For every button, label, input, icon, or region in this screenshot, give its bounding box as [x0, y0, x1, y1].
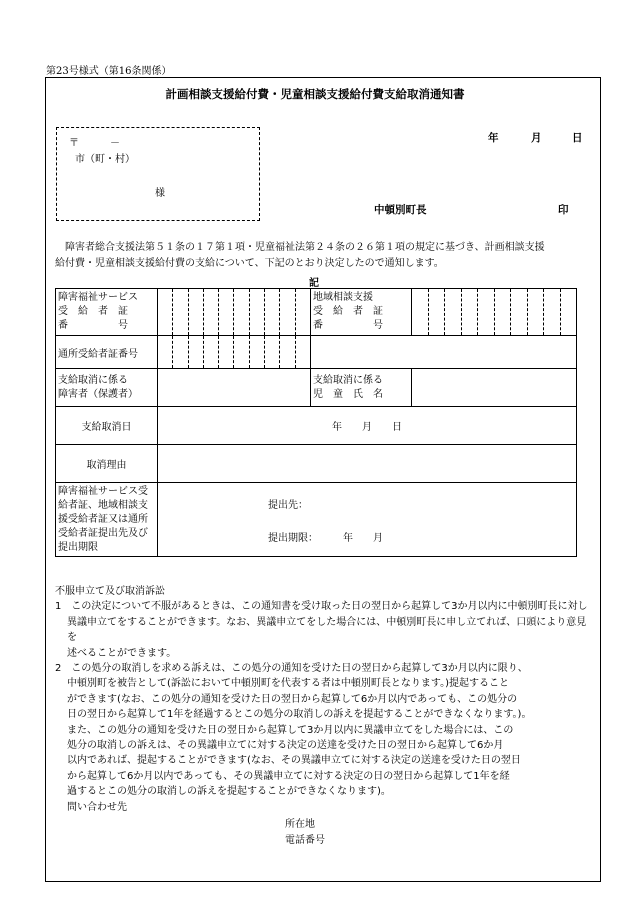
reason-field[interactable]	[158, 445, 577, 483]
regional-label-line2: 受 給 者 証	[313, 306, 383, 317]
child-label-line1: 支給取消に係る	[313, 374, 383, 386]
submission-label	[56, 483, 158, 557]
submission-label-line4: 受給者証提出先及び	[58, 527, 148, 539]
submission-label-line5: 提出期限	[58, 541, 98, 553]
regional-label-line3: 番 号	[313, 320, 383, 331]
notes-heading: 不服申立て及び取消訴訟	[55, 586, 165, 597]
cert-label-line1: 障害福祉サービス	[58, 292, 138, 303]
child-label	[311, 369, 412, 407]
submit-deadline-label: 提出期限： 年 月	[268, 532, 383, 544]
body-line-2: 給付費・児童相談支援給付費の支給について、下記のとおり決定したので通知します。	[55, 258, 444, 269]
cert-number-label	[56, 289, 158, 336]
address-box	[56, 127, 260, 221]
postal-dash: －	[110, 138, 120, 149]
contact-heading: 問い合わせ先	[67, 801, 127, 813]
note-1-line-2: 異議申立てをすることができます。なお、異議申立てをした場合には、中頓別町長に申し立てれば、口頭により意見を	[67, 616, 587, 644]
postal-mark: 〒	[69, 138, 79, 149]
child-label-line2: 児 童 氏 名	[313, 388, 383, 400]
document-title: 計画相談支援給付費・児童相談支援給付費支給取消通知書	[165, 87, 465, 101]
city-label: 市（町・村）	[75, 154, 135, 165]
commuter-cert-label: 通所受給者証番号	[56, 336, 158, 369]
note-2-line-9: 過するとこの処分の取消しの訴えを提起することができなくなります)。	[67, 786, 391, 798]
person-field[interactable]	[158, 369, 311, 407]
note-2-line-3: ができます(なお、この処分の通知を受けた日の翌日から起算して6か月以内であっても、この処分の	[67, 693, 518, 705]
issue-date-day: 日	[572, 132, 583, 144]
regional-label-line1: 地域相談支援	[313, 292, 373, 303]
reason-label: 取消理由	[56, 445, 158, 483]
submission-label-line1: 障害福祉サービス受	[58, 485, 148, 497]
person-label-line1: 支給取消に係る	[58, 374, 128, 386]
commuter-cert-field[interactable]	[158, 336, 311, 369]
cancel-date-field[interactable]: 年 月 日	[158, 407, 577, 445]
submit-to-label: 提出先：	[268, 499, 308, 511]
person-label	[56, 369, 158, 407]
note-2-line-4: 日の翌日から起算して1年を経過するとこの処分の取消しの訴えを提起することができなくなります。)。	[67, 709, 532, 721]
body-line-1: 障害者総合支援法第５１条の１７第１項・児童福祉法第２４条の２６第１項の規定に基づき、計画相談支援	[55, 242, 545, 253]
note-1-line-3: 述べることができます。	[67, 647, 177, 659]
note-2-line-6: 処分の取消しの訴えは、その異議申立てに対する決定の送達を受けた日の翌日から起算して6か月	[67, 740, 504, 752]
note-1-line-1: 1 この決定について不服があるときは、この通知書を受け取った日の翌日から起算して3か月以内に中頓別町長に対し	[55, 601, 588, 613]
regional-cert-label	[311, 289, 412, 336]
form-number: 第23号様式（第16条関係）	[46, 66, 172, 77]
cert-label-line3: 番 号	[58, 320, 128, 331]
details-table	[55, 288, 577, 557]
cancel-date-label: 支給取消日	[56, 407, 158, 445]
note-2-line-8: から起算して6か月以内であっても、その異議申立てに対する決定の日の翌日から起算して1年を経	[67, 770, 510, 782]
person-label-line2: 障害者（保護者）	[58, 388, 138, 400]
contact-phone: 電話番号	[285, 835, 325, 846]
contact-location: 所在地	[285, 819, 315, 830]
cert-number-field[interactable]	[158, 289, 311, 336]
issue-date-month: 月	[531, 132, 542, 144]
submission-field[interactable]	[158, 483, 577, 557]
note-2-line-1: 2 この処分の取消しを求める訴えは、この処分の通知を受けた日の翌日から起算して3か月以内に限り、	[55, 663, 528, 675]
ki-label: 記	[309, 278, 319, 289]
honorific-label: 様	[155, 188, 165, 199]
appeal-notes	[55, 584, 595, 815]
note-2-line-2: 中頓別町を被告として(訴訟において中頓別町を代表する者は中頓別町長となります。)提起すること	[67, 678, 510, 690]
note-2-line-5: また、この処分の通知を受けた日の翌日から起算して3か月以内に異議申立てをした場合には、この	[67, 724, 514, 736]
commuter-blank	[311, 336, 577, 369]
submission-label-line3: 援受給者証又は通所	[58, 513, 148, 525]
issuer-name: 中頓別町長	[374, 204, 427, 216]
issue-date-year: 年	[488, 132, 499, 144]
note-2-line-7: 以内であれば、提起することができます(なお、その異議申立てに対する決定の送達を受けた日の翌日	[67, 755, 521, 767]
child-field[interactable]	[412, 369, 577, 407]
submission-label-line2: 給者証、地域相談支	[58, 499, 148, 511]
regional-cert-field[interactable]	[412, 289, 577, 336]
seal-mark: 印	[558, 204, 569, 216]
cert-label-line2: 受 給 者 証	[58, 306, 128, 317]
